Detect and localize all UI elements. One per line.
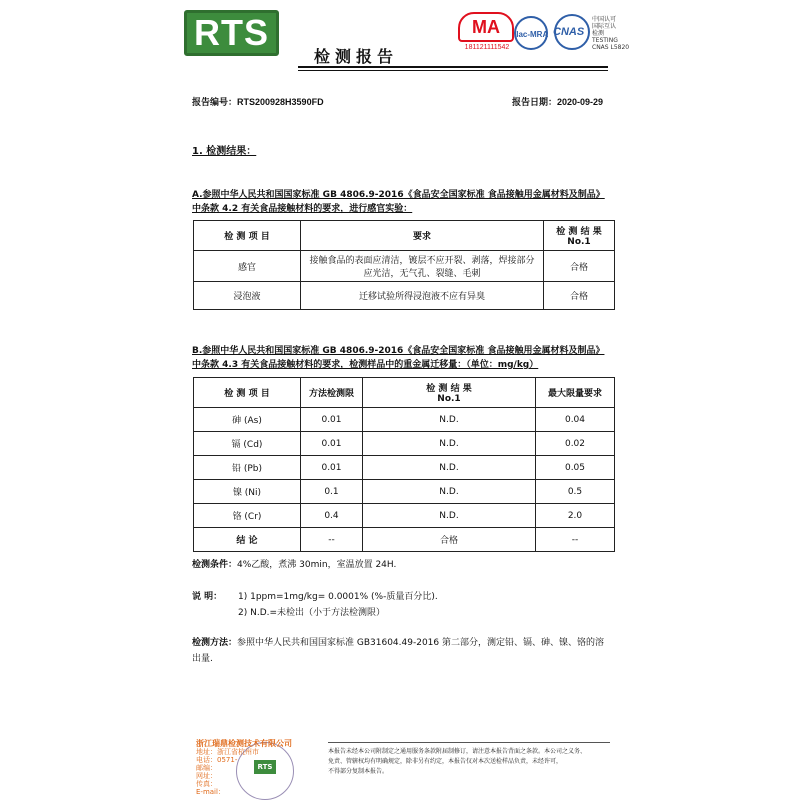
test-method: 检测方法：参照中华人民共和国国家标准 GB31604.49-2016 第二部分，测定铅、镉、砷、镍、铬的溶 出量. — [192, 638, 604, 664]
report-footnote: 本报告未经本公司附制定之通用服务条款附届制修订，请注意本报告背面之条款。本公司之义务、 免责、管辖权均有明确规定，除非另有约定，本报告仅对本次送检样品负责，未经许可， 不得部分复制本报告。 — [328, 742, 610, 777]
header-cell: 最大限量要求 — [536, 378, 615, 408]
cell: 迁移试验所得浸泡液不应有异臭 — [301, 282, 544, 310]
cnas-side-text: 中国认可 国际互认 检测 TESTING CNAS L5820 — [592, 16, 630, 51]
table-row — [194, 408, 615, 432]
cma-number: 181121111542 — [464, 44, 510, 51]
cell: N.D. — [363, 432, 536, 456]
cnas-mark: CNAS — [553, 26, 585, 38]
report-number: 报告编号：RTS200928H3590FD — [192, 97, 324, 108]
rts-logo: RTS — [184, 10, 279, 56]
cell: 0.4 — [301, 504, 363, 528]
cell: 合格 — [544, 282, 615, 310]
cell: 0.01 — [301, 432, 363, 456]
cell: 铬 (Cr) — [194, 504, 301, 528]
cell: 2.0 — [536, 504, 615, 528]
cell: 结 论 — [194, 528, 301, 552]
header-cell: 检 测 结 果 No.1 — [363, 378, 536, 408]
header-rule-thin — [298, 70, 608, 71]
page-title: 检测报告 — [314, 47, 399, 66]
cell: 接触食品的表面应清洁，镀层不应开裂、剥落，焊接部分 应光洁，无气孔、裂缝、毛刺 — [301, 251, 544, 282]
header-rule-thick — [298, 66, 608, 68]
cell: -- — [301, 528, 363, 552]
header-cell: 要求 — [301, 221, 544, 251]
cell: -- — [536, 528, 615, 552]
table-row — [194, 456, 615, 480]
cell: 0.04 — [536, 408, 615, 432]
cell: 砷 (As) — [194, 408, 301, 432]
table-a — [193, 220, 615, 310]
cell: 浸泡液 — [194, 282, 301, 310]
cell: 0.02 — [536, 432, 615, 456]
table-b — [193, 377, 615, 552]
cell: 镉 (Cd) — [194, 432, 301, 456]
header-cell: 方法检测限 — [301, 378, 363, 408]
cell: N.D. — [363, 480, 536, 504]
cell: 0.05 — [536, 456, 615, 480]
cell: 感官 — [194, 251, 301, 282]
cell: 合格 — [544, 251, 615, 282]
cma-mark: MA — [458, 12, 514, 42]
report-date: 报告日期：2020-09-29 — [512, 97, 604, 108]
part-a-intro: A.参照中华人民共和国国家标准 GB 4806.9-2016《食品安全国家标准 食品接触用金属材料及制品》 中条款 4.2 有关食品接触材料的要求，进行感官实验： — [192, 190, 605, 214]
test-conditions: 检测条件：4%乙酸，煮沸 30min，室温放置 24H. — [192, 560, 397, 570]
section-title: 1. 检测结果： — [192, 146, 257, 157]
table-row — [194, 528, 615, 552]
cell: N.D. — [363, 408, 536, 432]
ilac-mark: ilac-MRA — [514, 30, 549, 39]
cell: 0.01 — [301, 456, 363, 480]
header-cell: 检 测 结 果 No.1 — [544, 221, 615, 251]
cell: 0.5 — [536, 480, 615, 504]
table-row — [194, 282, 615, 310]
cell: 0.01 — [301, 408, 363, 432]
company-stamp-text: 浙江瑞鼎检测技术有限公司 地址：浙江省杭州市 电话：0571- 邮编： 网址： 传真： E-mail： — [196, 739, 292, 796]
header-cell: 检 测 项 目 — [194, 221, 301, 251]
table-row — [194, 432, 615, 456]
table-row — [194, 480, 615, 504]
cell: N.D. — [363, 504, 536, 528]
table-row — [194, 221, 615, 251]
cell: 镍 (Ni) — [194, 480, 301, 504]
header-cell: 检 测 项 目 — [194, 378, 301, 408]
seal-logo: RTS — [254, 760, 276, 774]
table-row — [194, 504, 615, 528]
cell: N.D. — [363, 456, 536, 480]
part-b-intro: B.参照中华人民共和国国家标准 GB 4806.9-2016《食品安全国家标准 食品接触用金属材料及制品》 中条款 4.3 有关食品接触材料的要求，检测样品中的重金属迁移量：（单位：mg/kg） — [192, 346, 605, 370]
cell: 合格 — [363, 528, 536, 552]
table-row — [194, 251, 615, 282]
table-row — [194, 378, 615, 408]
cell: 铅 (Pb) — [194, 456, 301, 480]
cell: 0.1 — [301, 480, 363, 504]
notes-text: 1) 1ppm=1mg/kg= 0.0001% (%-质量百分比). 2) N.D.=未检出（小于方法检测限） — [238, 592, 438, 618]
notes-label: 说 明： — [192, 592, 223, 602]
